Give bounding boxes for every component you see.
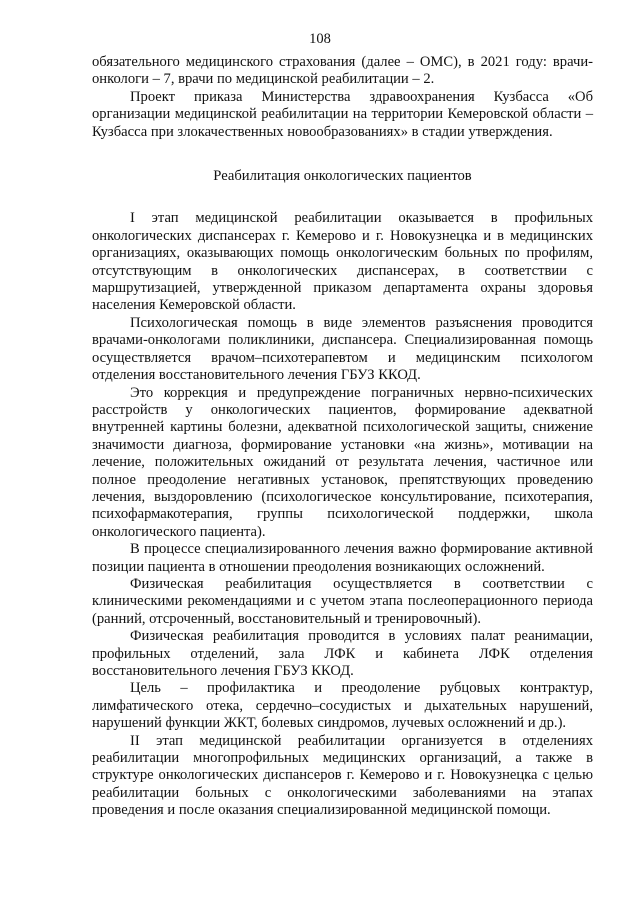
section-paragraph-3: Это коррекция и предупреждение пограничных нервно-психических расстройств у онкологических пациентов, формирование адекватной внутренней картины болезни, адекватной психологической защиты, снижение значимости диагноза, формирование установки «на жизнь», мотивации на лечение, положительных ожиданий от результата лечения, частичное или полное преодоление негативных установок, препятствующих проведению лечения, выздоровлению (психологическое консультирование, психотерапия, психофармакотерапия, группы психологической поддержки, школа онкологического пациента). (92, 384, 593, 540)
section-paragraph-4: В процессе специализированного лечения важно формирование активной позиции пациента в отношении преодоления возникающих осложнений. (92, 541, 593, 575)
section-paragraph-6: Физическая реабилитация проводится в условиях палат реанимации, профильных отделений, зала ЛФК и кабинета ЛФК отделения восстановительного лечения ГБУЗ ККОД. (92, 628, 593, 679)
section-paragraph-1: I этап медицинской реабилитации оказывается в профильных онкологических диспансерах г. Кемерово и г. Новокузнецка и в медицинских организациях, оказывающих помощь онкологическим больных по профилям, отсутствующим в онкологических диспансерах, в соответствии с маршрутизацией, утвержденной приказом департамента охраны здоровья населения Кемеровской области. (92, 210, 593, 314)
section-paragraph-5: Физическая реабилитация осуществляется в соответствии с клиническими рекомендациями и с учетом этапа послеоперационного периода (ранний, отсроченный, восстановительный и тренировочный). (92, 575, 593, 627)
intro-paragraph-2: Проект приказа Министерства здравоохранения Кузбасса «Об организации медицинской реабилитации на территории Кемеровской области – Кузбасса при злокачественных новообразованиях» в стадии утверждения. (92, 88, 593, 140)
page-content (92, 54, 593, 820)
intro-paragraph-1: обязательного медицинского страхования (далее – ОМС), в 2021 году: врачи-онкологи – 7, врачи по медицинской реабилитации – 2. (92, 54, 593, 88)
page-number: 108 (309, 31, 331, 47)
section-paragraph-7: Цель – профилактика и преодоление рубцовых контрактур, лимфатического отека, сердечно–сосудистых и дыхательных нарушений, нарушений функции ЖКТ, болевых синдромов, лучевых осложнений и др.). (92, 680, 593, 732)
section-paragraph-8: II этап медицинской реабилитации организуется в отделениях реабилитации многопрофильных медицинских организаций, а также в структуре онкологических диспансеров г. Кемерово и г. Новокузнецка с целью реабилитации больных с онкологическими заболеваниями на этапах проведения и после оказания специализированной медицинской помощи. (92, 732, 593, 819)
section-paragraph-2: Психологическая помощь в виде элементов разъяснения проводится врачами-онкологами поликлиники, диспансера. Специализированная помощь осуществляется врачом–психотерапевтом и медицинским психологом отделения восстановительного лечения ГБУЗ ККОД. (92, 314, 593, 384)
section-heading: Реабилитация онкологических пациентов (213, 168, 472, 185)
